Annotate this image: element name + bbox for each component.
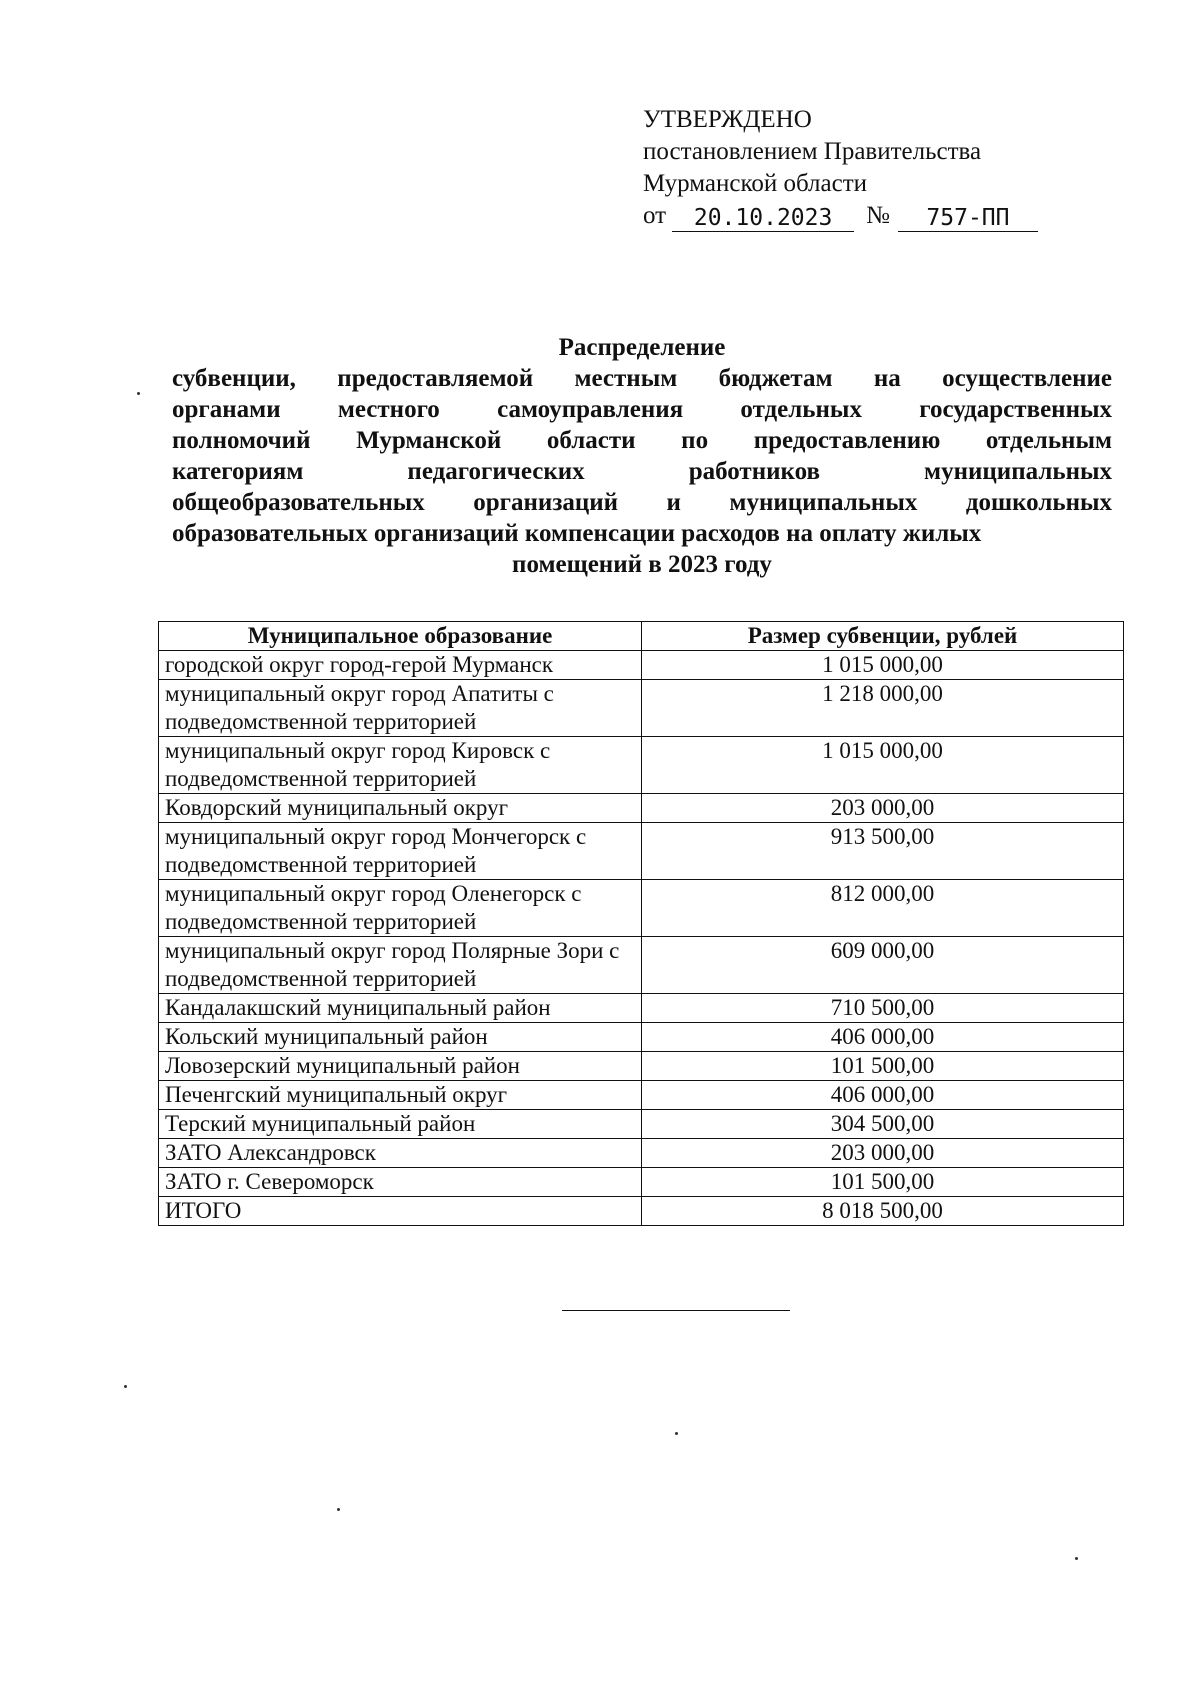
table-row: [159, 823, 1124, 880]
heading-line: органами местного самоуправления отдельных государственных: [172, 396, 1112, 423]
approval-date-line: [643, 200, 1063, 232]
date-prefix: от: [643, 202, 667, 229]
amount-cell: 304 500,00: [642, 1110, 1124, 1139]
municipality-cell: муниципальный округ город Апатиты с подведомственной территорией: [159, 680, 642, 737]
amount-cell: 913 500,00: [642, 823, 1124, 880]
total-label-cell: ИТОГО: [159, 1197, 642, 1226]
document-heading: [172, 332, 1112, 580]
scan-speck: [137, 392, 140, 395]
table-row: [159, 1168, 1124, 1197]
document-title: Распределение: [558, 334, 726, 361]
table-row: [159, 794, 1124, 823]
amount-cell: 1 218 000,00: [642, 680, 1124, 737]
amount-cell: 101 500,00: [642, 1168, 1124, 1197]
amount-cell: 710 500,00: [642, 994, 1124, 1023]
table-row: [159, 680, 1124, 737]
approval-date: 20.10.2023: [672, 205, 854, 232]
amount-cell: 406 000,00: [642, 1081, 1124, 1110]
heading-line: категориям педагогических работников муниципальных: [172, 458, 1112, 485]
approval-line-1: постановлением Правительства: [643, 138, 982, 165]
municipality-cell: Ковдорский муниципальный округ: [159, 794, 642, 823]
table-row: [159, 880, 1124, 937]
table-row: [159, 651, 1124, 680]
amount-cell: 1 015 000,00: [642, 737, 1124, 794]
heading-line: субвенции, предоставляемой местным бюджетам на осуществление: [172, 365, 1112, 392]
approval-stamp: [643, 104, 1063, 232]
amount-cell: 406 000,00: [642, 1023, 1124, 1052]
column-header-municipality: Муниципальное образование: [159, 622, 642, 651]
approval-title: УТВЕРЖДЕНО: [643, 106, 812, 133]
subvention-table: [158, 621, 1124, 1226]
scan-speck: [1075, 1557, 1078, 1560]
amount-cell: 609 000,00: [642, 937, 1124, 994]
approval-line-2: Мурманской области: [643, 170, 868, 197]
municipality-cell: Ловозерский муниципальный район: [159, 1052, 642, 1081]
column-header-amount: Размер субвенции, рублей: [642, 622, 1124, 651]
table-row: [159, 937, 1124, 994]
amount-cell: 203 000,00: [642, 1139, 1124, 1168]
table-row: [159, 994, 1124, 1023]
municipality-cell: муниципальный округ город Кировск с подведомственной территорией: [159, 737, 642, 794]
number-prefix: №: [866, 202, 890, 229]
municipality-cell: городской округ город-герой Мурманск: [159, 651, 642, 680]
approval-number: 757-ПП: [898, 205, 1038, 232]
municipality-cell: Кандалакшский муниципальный район: [159, 994, 642, 1023]
table-row: [159, 1023, 1124, 1052]
heading-last-line: помещений в 2023 году: [512, 551, 772, 578]
municipality-cell: муниципальный округ город Полярные Зори с подведомственной территорией: [159, 937, 642, 994]
table-total-row: [159, 1197, 1124, 1226]
municipality-cell: Терский муниципальный район: [159, 1110, 642, 1139]
amount-cell: 1 015 000,00: [642, 651, 1124, 680]
heading-line: образовательных организаций компенсации расходов на оплату жилых: [172, 520, 982, 547]
heading-line: общеобразовательных организаций и муниципальных дошкольных: [172, 489, 1112, 516]
municipality-cell: муниципальный округ город Оленегорск с подведомственной территорией: [159, 880, 642, 937]
amount-cell: 203 000,00: [642, 794, 1124, 823]
municipality-cell: муниципальный округ город Мончегорск с подведомственной территорией: [159, 823, 642, 880]
table-row: [159, 737, 1124, 794]
scan-speck: [675, 1432, 678, 1435]
total-amount-cell: 8 018 500,00: [642, 1197, 1124, 1226]
table-row: [159, 1052, 1124, 1081]
municipality-cell: Кольский муниципальный район: [159, 1023, 642, 1052]
table-header-row: [159, 622, 1124, 651]
municipality-cell: Печенгский муниципальный округ: [159, 1081, 642, 1110]
scan-speck: [124, 1385, 127, 1388]
municipality-cell: ЗАТО Александровск: [159, 1139, 642, 1168]
end-divider: [562, 1310, 790, 1311]
table-row: [159, 1110, 1124, 1139]
amount-cell: 101 500,00: [642, 1052, 1124, 1081]
amount-cell: 812 000,00: [642, 880, 1124, 937]
scan-speck: [337, 1508, 340, 1511]
municipality-cell: ЗАТО г. Североморск: [159, 1168, 642, 1197]
table-row: [159, 1081, 1124, 1110]
heading-line: полномочий Мурманской области по предоставлению отдельным: [172, 427, 1112, 454]
table-row: [159, 1139, 1124, 1168]
